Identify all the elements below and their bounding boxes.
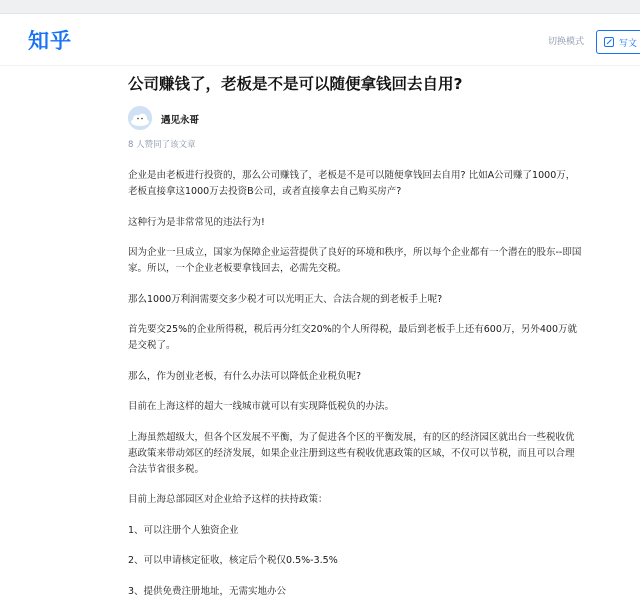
paragraph: 上海虽然超级大，但各个区发展不平衡，为了促进各个区的平衡发展，有的区的经济园区就出台一些税收优惠政策来带动郊区的经济发展，如果企业注册到这些有税收优惠政策的区域，不仅可以节税，而且可以合理合法节省很多税。 bbox=[128, 431, 575, 475]
paragraph: 目前在上海这样的超大一线城市就可以有实现降低税负的办法。 bbox=[128, 401, 395, 412]
write-article-button[interactable] bbox=[596, 30, 640, 54]
author-name[interactable]: 遇见永哥 bbox=[161, 115, 200, 126]
paragraph: 目前上海总部园区对企业给予这样的扶持政策： bbox=[128, 494, 328, 505]
paragraph: 企业是由老板进行投资的，那么公司赚钱了，老板是不是可以随便拿钱回去自用? 比如A公司赚了1000万，老板直接拿这1000万去投资B公司，或者直接拿去自己购买房产? bbox=[128, 170, 576, 197]
list-item: 3、提供免费注册地址，无需实地办公 bbox=[128, 585, 287, 597]
article-body bbox=[128, 168, 582, 614]
paragraph: 那么1000万利润需要交多少税才可以光明正大、合法合规的到老板手上呢? bbox=[128, 293, 443, 305]
browser-top-strip bbox=[0, 0, 640, 14]
avatar[interactable] bbox=[128, 106, 152, 130]
list-item: 1、可以注册个人独资企业 bbox=[128, 524, 239, 536]
site-header bbox=[0, 14, 640, 66]
author-info bbox=[128, 106, 428, 132]
list-item: 2、可以申请核定征收，核定后个税仅0.5%-3.5% bbox=[128, 555, 338, 566]
mode-switch-link[interactable]: 切换模式 bbox=[548, 37, 585, 47]
article-title: 公司赚钱了，老板是不是可以随便拿钱回去自用? bbox=[128, 75, 463, 93]
cloud-avatar-icon bbox=[128, 106, 152, 130]
likes-count: 8 人赞同了该文章 bbox=[128, 140, 196, 150]
write-article-label: 写文 bbox=[619, 38, 638, 49]
paragraph: 这种行为是非常常见的违法行为! bbox=[128, 216, 265, 228]
paragraph: 因为企业一旦成立，国家为保障企业运营提供了良好的环境和秩序，所以每个企业都有一个潜在的股东--即国家。所以，一个企业老板要拿钱回去，必需先交税。 bbox=[128, 247, 582, 274]
zhihu-logo[interactable]: 知乎 bbox=[28, 29, 72, 53]
pencil-icon bbox=[603, 36, 615, 48]
paragraph: 那么，作为创业老板，有什么办法可以降低企业税负呢? bbox=[128, 370, 362, 382]
paragraph: 首先要交25%的企业所得税，税后再分红交20%的个人所得税，最后到老板手上还有600万，另外400万就是交税了。 bbox=[128, 324, 577, 351]
